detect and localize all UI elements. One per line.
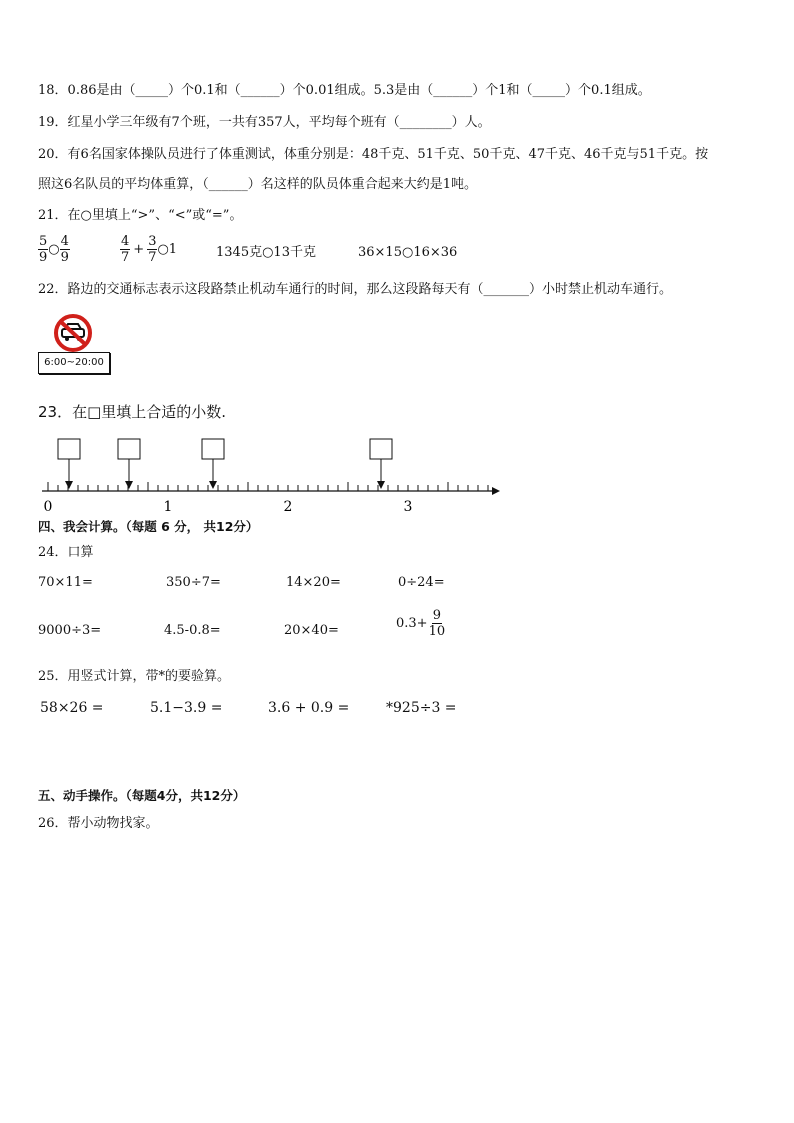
q21-item-c: 1345克○13千克 [216,245,316,260]
tick-label-1: 1 [163,499,173,515]
no-motor-vehicle-sign-icon [50,314,96,352]
arrow-down-icon [209,481,217,489]
tick-label-0: 0 [43,499,53,515]
fraction: $\frac{9}{10}$ [428,608,446,639]
fraction: $\frac{5}{9}$ [39,234,48,265]
fraction: $\frac{4}{7}$ [121,234,130,265]
tick-label-3: 3 [403,499,413,515]
fraction: $\frac{3}{7}$ [148,234,157,265]
sign-time-plate: 6:00~20:00 [38,352,110,374]
q21-item-a: $\frac{5}{9}$ ○ $\frac{4}{9}$ [39,234,69,265]
question-21: 21．在○里填上“>”、“<”或“=”。 [38,208,243,223]
question-24: 24．口算 [38,545,94,560]
number-line [30,436,510,516]
question-25: 25．用竖式计算，带*的要验算。 [38,669,231,684]
question-20-line-1: 20．有6名国家体操队员进行了体重测试，体重分别是：48千克、51千克、50千克、47千克、46千克与51千克。按 [38,147,709,162]
number-line-ticks [48,482,488,491]
question-18: 18．0.86是由（_____）个0.1和（______）个0.01组成。5.3是由（______）个1和（_____）个0.1组成。 [38,83,651,98]
fraction: $\frac{4}{9}$ [60,234,69,265]
question-23: 23．在□里填上合适的小数. [38,403,227,421]
q25-item: 3.6 + 0.9 = [268,700,350,716]
q24-item: 14×20= [286,575,341,590]
q24-item-fraction: 0.3+ $\frac{9}{10}$ [396,608,446,639]
q24-item: 9000÷3= [38,623,102,638]
q25-item: 58×26 = [40,700,104,716]
answer-box-1[interactable] [58,439,80,489]
answer-box-3[interactable] [202,439,224,489]
answer-box-4[interactable] [370,439,392,489]
question-20-line-2: 照这6名队员的平均体重算，（______）名这样的队员体重合起来大约是1吨。 [38,177,478,192]
q25-item: 5.1−3.9 = [150,700,223,716]
arrow-right-icon [492,487,500,495]
q24-item: 4.5-0.8= [164,623,221,638]
q21-item-d: 36×15○16×36 [358,245,458,260]
tick-label-2: 2 [283,499,293,515]
q24-item: 0÷24= [398,575,445,590]
section-5-heading: 五、动手操作。（每题4分，共12分） [38,788,246,803]
q25-item: *925÷3 = [386,700,457,716]
section-4-heading: 四、我会计算。（每题 6 分， 共12分） [38,519,259,534]
q24-item: 70×11= [38,575,93,590]
question-22: 22．路边的交通标志表示这段路禁止机动车通行的时间，那么这段路每天有（_______）小时禁止机动车通行。 [38,282,673,297]
answer-box-2[interactable] [118,439,140,489]
q24-item: 350÷7= [166,575,221,590]
arrow-down-icon [65,481,73,489]
arrow-down-icon [125,481,133,489]
q24-item: 20×40= [284,623,339,638]
question-19: 19．红星小学三年级有7个班，一共有357人，平均每个班有（________）人。 [38,115,491,130]
question-26: 26．帮小动物找家。 [38,816,159,831]
q21-item-b: $\frac{4}{7}$ + $\frac{3}{7}$ ○1 [121,234,178,265]
